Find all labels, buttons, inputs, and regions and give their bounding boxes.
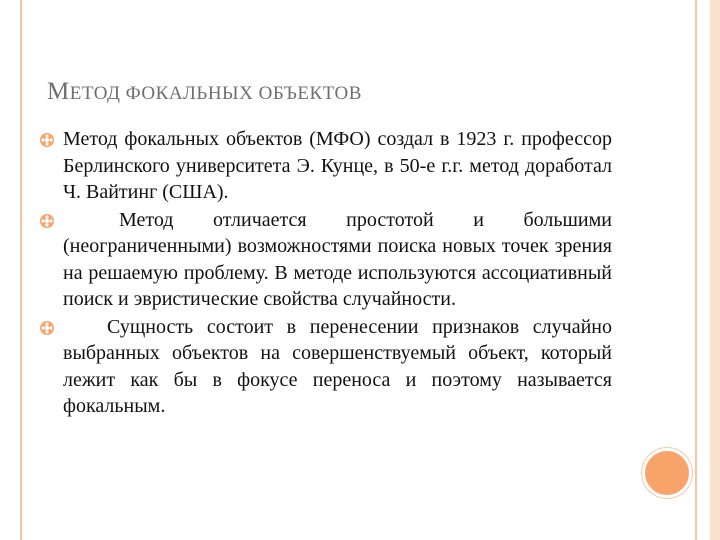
slide-title <box>47 78 362 106</box>
flower-bullet-icon <box>40 214 54 228</box>
decorative-circle <box>642 448 692 498</box>
bullet-item-1 <box>40 126 612 206</box>
bullet-item-2 <box>40 207 612 313</box>
flower-bullet-icon <box>40 321 54 335</box>
flower-bullet-icon <box>40 133 54 147</box>
bullet-text: Метод фокальных объектов (МФО) создал в 1923 г. профессор Берлинского университета Э. Кунце, в 50-е г.г. метод доработал Ч. Вайтинг (США). <box>63 128 612 203</box>
slide-title-initial: М <box>47 78 70 105</box>
bullet-list <box>40 126 612 421</box>
bullet-item-3 <box>40 314 612 420</box>
slide-title-rest: ЕТОД ФОКАЛЬНЫХ ОБЪЕКТОВ <box>69 83 362 104</box>
bullet-text: Метод отличается простотой и большими (неограниченными) возможностями поиска новых точек зрения на решаемую проблему. В методе используются ассоциативный поиск и эвристические свойства случайности. <box>63 208 612 310</box>
right-decor-band <box>710 0 720 540</box>
bullet-text: Сущность состоит в перенесении признаков случайно выбранных объектов на совершенствуемый объект, который лежит как бы в фокусе переноса и поэтому называется фокальным. <box>63 315 612 417</box>
